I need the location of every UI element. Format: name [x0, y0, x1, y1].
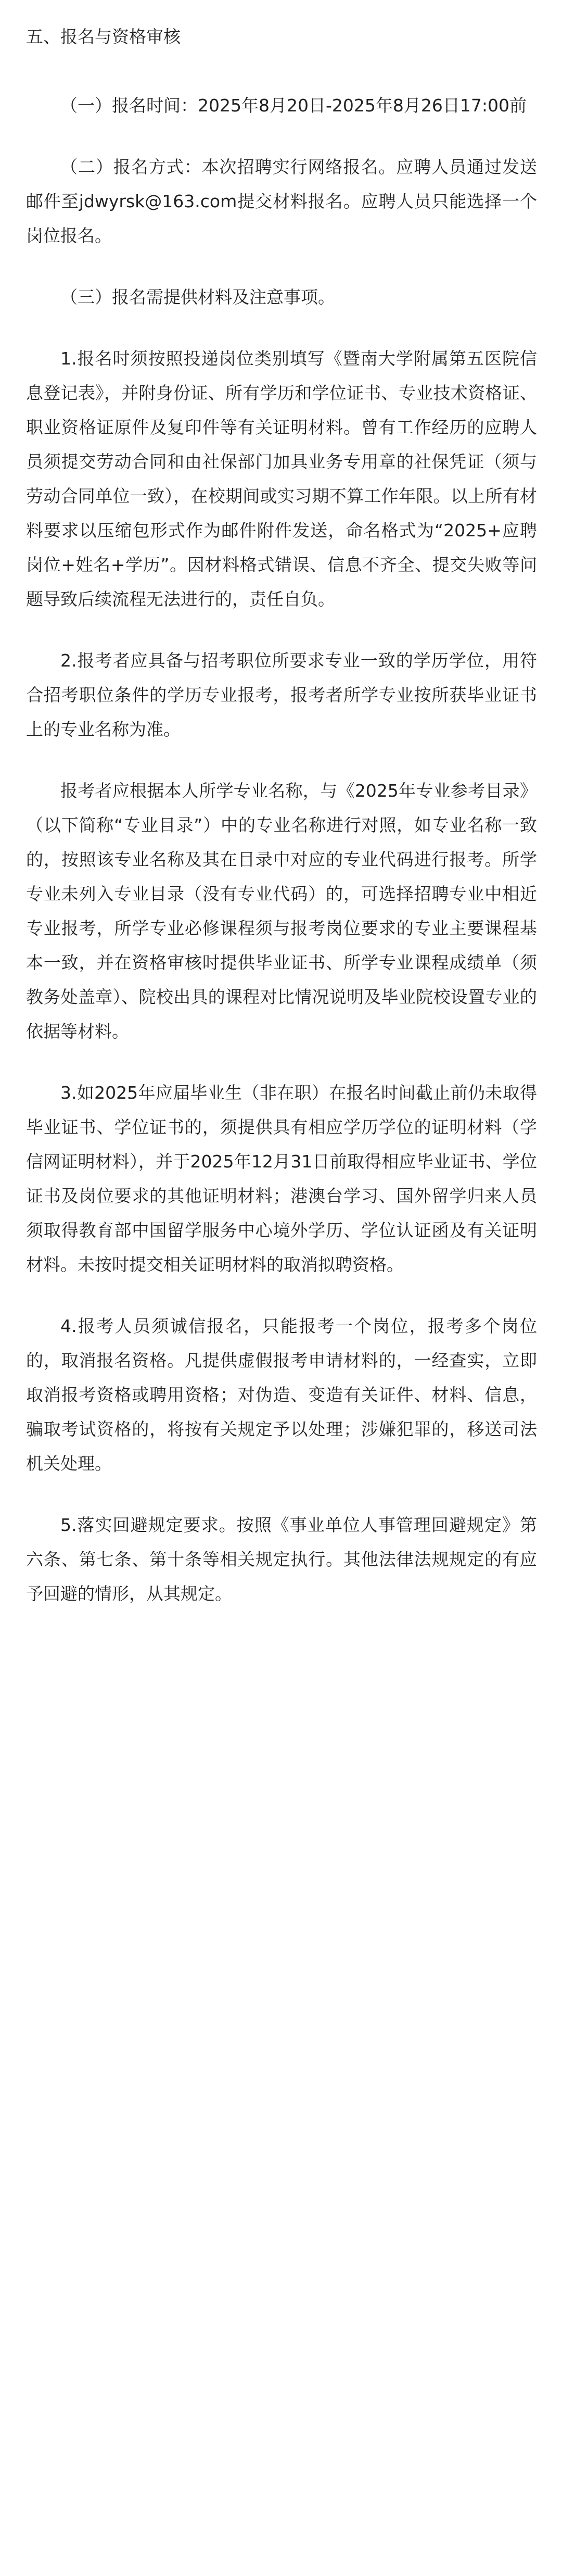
paragraph-item-4: 4.报考人员须诚信报名，只能报考一个岗位，报考多个岗位的，取消报名资格。凡提供虚假报考申请材料的，一经查实，立即取消报考资格或聘用资格；对伪造、变造有关证件、材料、信息，骗取考试资格的，将按有关规定予以处理；涉嫌犯罪的，移送司法机关处理。: [26, 1316, 537, 1474]
paragraph-item-5: 5.落实回避规定要求。按照《事业单位人事管理回避规定》第六条、第七条、第十条等相关规定执行。其他法律法规规定的有应予回避的情形，从其规定。: [26, 1515, 537, 1604]
paragraph-materials-heading: （三）报名需提供材料及注意事项。: [60, 287, 335, 307]
section-title: 五、报名与资格审核: [26, 27, 181, 47]
paragraph-registration-method: （二）报名方式：本次招聘实行网络报名。应聘人员通过发送邮件至jdwyrsk@163.com提交材料报名。应聘人员只能选择一个岗位报名。: [26, 157, 537, 246]
paragraph-item-2: 2.报考者应具备与招考职位所要求专业一致的学历学位，用符合招考职位条件的学历专业报考，报考者所学专业按所获毕业证书上的专业名称为准。: [26, 650, 537, 739]
paragraph-item-3: 3.如2025年应届毕业生（非在职）在报名时间截止前仍未取得毕业证书、学位证书的，须提供具有相应学历学位的证明材料（学信网证明材料），并于2025年12月31日前取得相应毕业证书、学位证书及岗位要求的其他证明材料；港澳台学习、国外留学归来人员须取得教育部中国留学服务中心境外学历、学位认证函及有关证明材料。未按时提交相关证明材料的取消拟聘资格。: [26, 1083, 537, 1275]
paragraph-registration-time: （一）报名时间：2025年8月20日-2025年8月26日17:00前: [60, 95, 527, 116]
paragraph-item-2-detail: 报考者应根据本人所学专业名称，与《2025年专业参考目录》（以下简称“专业目录”）中的专业名称进行对照，如专业名称一致的，按照该专业名称及其在目录中对应的专业代码进行报考。所学专业未列入专业目录（没有专业代码）的，可选择招聘专业中相近专业报考，所学专业必修课程须与报考岗位要求的专业主要课程基本一致，并在资格审核时提供毕业证书、所学专业课程成绩单（须教务处盖章）、院校出具的课程对比情况说明及毕业院校设置专业的依据等材料。: [26, 781, 537, 1041]
paragraph-item-1: 1.报名时须按照投递岗位类别填写《暨南大学附属第五医院信息登记表》，并附身份证、所有学历和学位证书、专业技术资格证、职业资格证原件及复印件等有关证明材料。曾有工作经历的应聘人员须提交劳动合同和由社保部门加具业务专用章的社保凭证（须与劳动合同单位一致），在校期间或实习期不算工作年限。以上所有材料要求以压缩包形式作为邮件附件发送，命名格式为“2025+应聘岗位+姓名+学历”。因材料格式错误、信息不齐全、提交失败等问题导致后续流程无法进行的，责任自负。: [26, 348, 537, 609]
